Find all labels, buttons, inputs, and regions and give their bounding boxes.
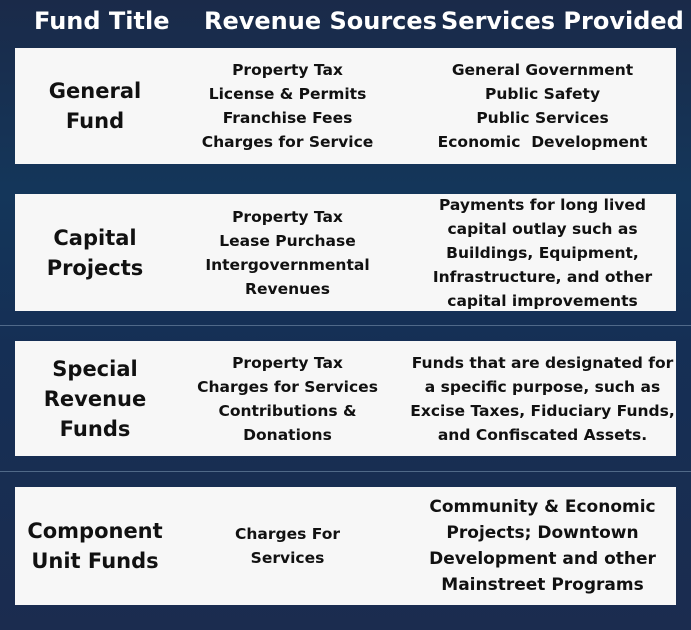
revenue-sources-cell: [185, 194, 390, 311]
services-line: General Government: [451, 61, 634, 79]
services-line: Buildings, Equipment,: [446, 243, 639, 262]
services-line: Community & Economic: [429, 497, 656, 517]
table-row-special-revenue-funds: [15, 341, 676, 456]
fund-title-cell: [15, 48, 175, 164]
revenue-line: Charges for Service: [201, 133, 374, 151]
fund-title-line: Special: [52, 356, 138, 381]
revenue-line: License & Permits: [208, 85, 367, 103]
header-revenue-sources: Revenue Sources: [204, 7, 437, 35]
revenue-line: Property Tax: [232, 353, 343, 372]
revenue-line: Charges for Services: [197, 377, 378, 396]
services-line: Public Safety: [484, 85, 601, 103]
fund-title-line: Projects: [46, 255, 144, 280]
services-line: capital improvements: [447, 291, 638, 310]
fund-title-line: Funds: [59, 416, 131, 441]
revenue-line: Lease Purchase: [219, 231, 356, 250]
fund-title-line: Fund: [65, 109, 125, 133]
header-fund-title: Fund Title: [34, 7, 170, 35]
services-provided-cell: [410, 194, 675, 311]
services-provided-cell: [410, 487, 675, 605]
revenue-sources-cell: [185, 487, 390, 605]
services-line: Development and other: [429, 549, 656, 569]
fund-title-line: General: [48, 79, 142, 103]
table-row-component-unit-funds: [15, 487, 676, 605]
fund-title-line: Capital: [53, 225, 137, 250]
revenue-line: Services: [250, 549, 325, 567]
revenue-line: Revenues: [245, 279, 330, 298]
services-line: Public Services: [476, 109, 609, 127]
fund-title-line: Revenue: [43, 386, 147, 411]
services-line: Excise Taxes, Fiduciary Funds,: [410, 401, 675, 420]
revenue-sources-cell: [185, 341, 390, 456]
table-header: [0, 0, 691, 46]
header-services-provided: Services Provided: [441, 7, 684, 35]
revenue-line: Charges For: [235, 525, 340, 543]
revenue-line: Contributions &: [218, 401, 357, 420]
fund-title-cell: [15, 487, 175, 605]
services-provided-cell: [410, 341, 675, 456]
revenue-line: Property Tax: [232, 61, 343, 79]
fund-title-cell: [15, 194, 175, 311]
services-line: Funds that are designated for: [411, 353, 674, 372]
revenue-line: Property Tax: [232, 207, 343, 226]
row-divider: [0, 471, 691, 472]
services-line: Payments for long lived: [438, 195, 647, 214]
revenue-line: Intergovernmental: [205, 255, 370, 274]
revenue-line: Donations: [243, 425, 332, 444]
services-line: and Confiscated Assets.: [437, 425, 648, 444]
services-line: Infrastructure, and other: [432, 267, 653, 286]
revenue-sources-cell: [185, 48, 390, 164]
services-line: Economic Development: [437, 133, 648, 151]
fund-title-line: Unit Funds: [31, 549, 159, 573]
fund-title-line: Component: [27, 519, 163, 543]
services-line: a specific purpose, such as: [424, 377, 661, 396]
fund-title-cell: [15, 341, 175, 456]
services-line: Projects; Downtown: [446, 523, 639, 543]
services-line: capital outlay such as: [447, 219, 638, 238]
table-row-general-fund: [15, 48, 676, 164]
services-provided-cell: [410, 48, 675, 164]
revenue-line: Franchise Fees: [222, 109, 353, 127]
table-row-capital-projects: [15, 194, 676, 311]
services-line: Mainstreet Programs: [441, 575, 644, 595]
row-divider: [0, 325, 691, 326]
